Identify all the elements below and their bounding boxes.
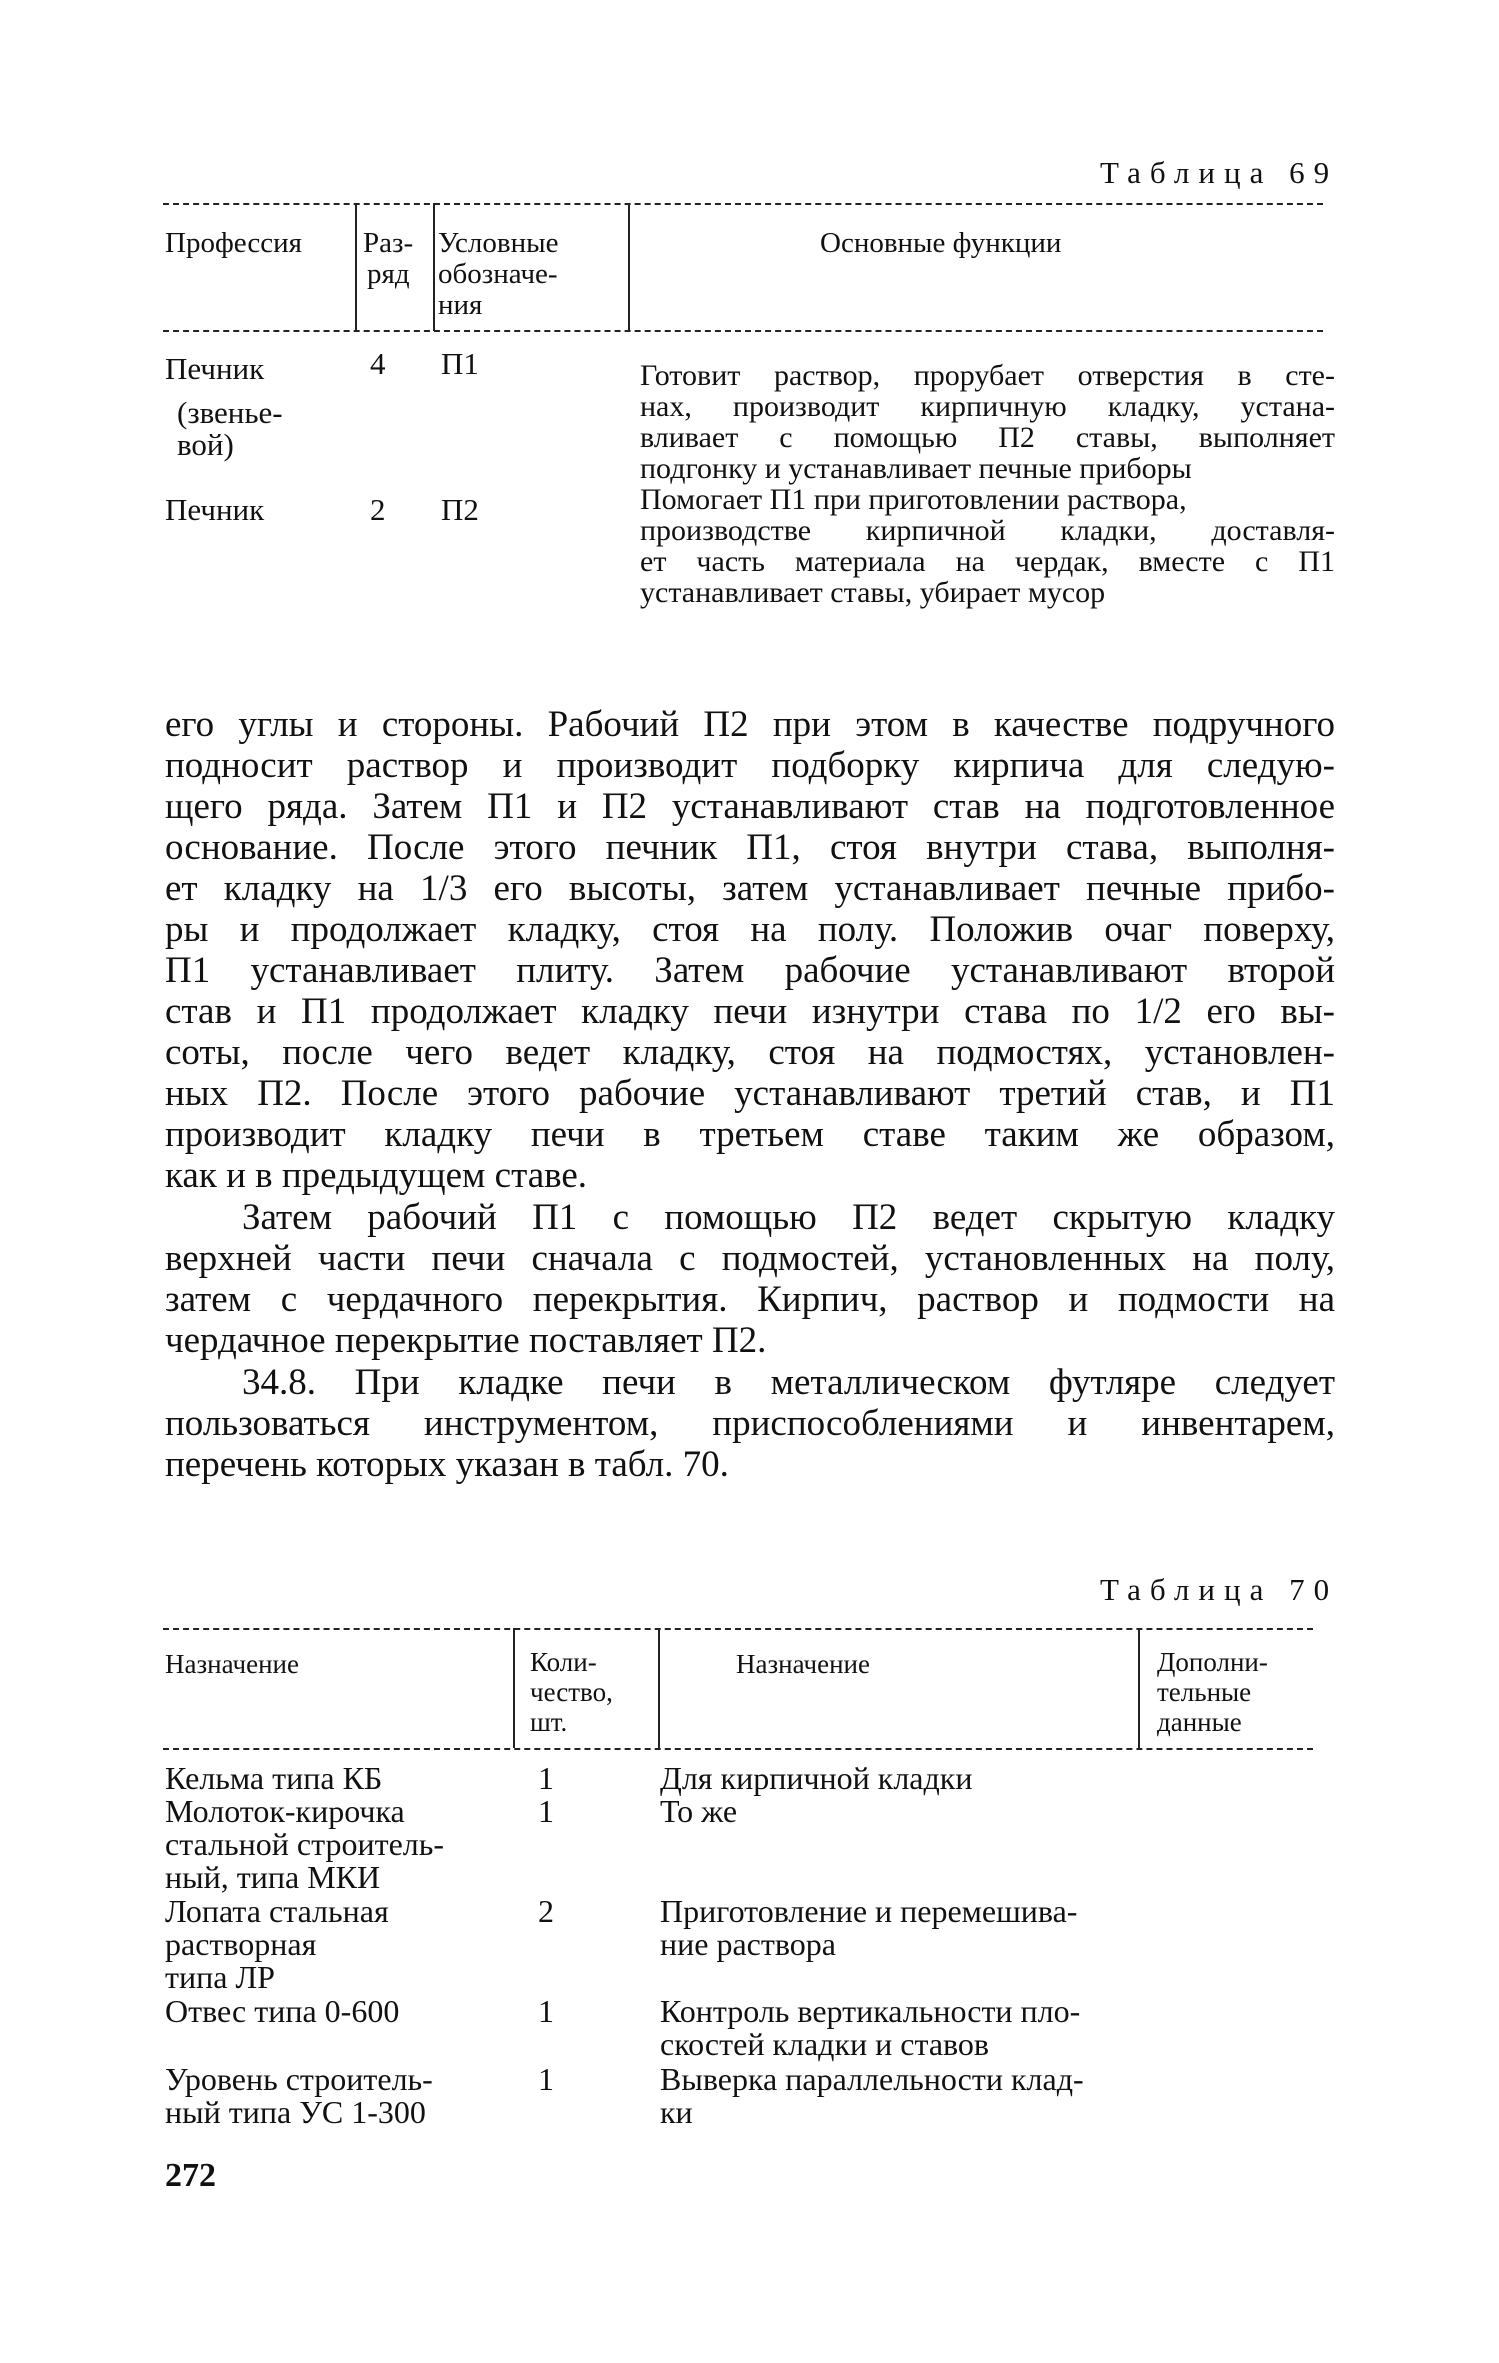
table70-header-name: Назначение <box>165 1649 299 1679</box>
table70-header-purpose: Назначение <box>736 1649 870 1679</box>
table70-row5-quantity: 1 <box>538 2061 554 2097</box>
table70-header-extra: Дополни- тельные данные <box>1157 1647 1268 1737</box>
table69-label: Таблица 69 <box>1100 155 1339 190</box>
table-row: Печник (звенье- вой) <box>165 351 283 462</box>
table70-top-rule <box>163 1628 1313 1630</box>
table69-row2-grade: 2 <box>370 492 386 527</box>
table69-row1-symbol: П1 <box>441 346 479 381</box>
table69-top-rule <box>163 203 1323 205</box>
table70-row5-purpose: Выверка параллельности клад- ки <box>660 2061 1084 2130</box>
page-number: 272 <box>165 2157 216 2194</box>
table69-row1-grade: 4 <box>370 346 386 381</box>
table70-col-divider-2 <box>658 1628 660 1748</box>
table70-row2-purpose: То же <box>660 1793 738 1829</box>
table69-header-functions: Основные функции <box>820 227 1062 259</box>
table69-row2-symbol: П2 <box>441 492 479 527</box>
table69-col-divider-1 <box>355 203 357 331</box>
table70-header-quantity: Коли- чество, шт. <box>530 1647 613 1737</box>
table69-header-grade: Раз- ряд <box>363 227 414 290</box>
table-row: Печник <box>165 492 265 527</box>
table69-col-divider-3 <box>628 203 630 331</box>
table69-col-divider-2 <box>433 203 435 331</box>
table69-row1-functions: Готовит раствор, прорубает отверстия в сте- нах, производит кирпичную кладку, устана- вливает с помощью П2 ставы, выполняет подгонку и устанавливает печные приборы <box>640 359 1335 485</box>
table-row: Молоток-кирочка стальной строитель- ный, типа МКИ <box>165 1793 444 1895</box>
table-row: Кельма типа КБ <box>165 1760 383 1796</box>
table-row: Лопата стальная растворная типа ЛР <box>165 1893 389 1995</box>
table-row: Уровень строитель- ный типа УС 1-300 <box>165 2061 433 2130</box>
table69-header-profession: Профессия <box>165 227 302 259</box>
table69-row2-functions: Помогает П1 при приготовлении раствора, производстве кирпичной кладки, доставля- ет часть материала на чердак, вместе с П1 устанавливает ставы, убирает мусор <box>640 483 1335 609</box>
table70-label: Таблица 70 <box>1100 1572 1339 1607</box>
table70-row3-purpose: Приготовление и перемешива- ние раствора <box>660 1893 1078 1962</box>
table70-row1-quantity: 1 <box>538 1760 554 1796</box>
table69-header-symbols: Условные обозначе- ния <box>438 227 559 321</box>
table70-row4-purpose: Контроль вертикальности пло- скостей кладки и ставов <box>660 1993 1081 2062</box>
table70-row4-quantity: 1 <box>538 1993 554 2029</box>
table70-header-rule <box>163 1748 1313 1750</box>
table-row: Отвес типа 0-600 <box>165 1993 400 2029</box>
table70-row2-quantity: 1 <box>538 1793 554 1829</box>
table70-row1-purpose: Для кирпичной кладки <box>660 1760 973 1796</box>
table69-header-rule <box>163 330 1323 332</box>
table70-col-divider-3 <box>1138 1628 1140 1748</box>
table70-col-divider-1 <box>513 1628 515 1748</box>
table70-row3-quantity: 2 <box>538 1893 554 1929</box>
